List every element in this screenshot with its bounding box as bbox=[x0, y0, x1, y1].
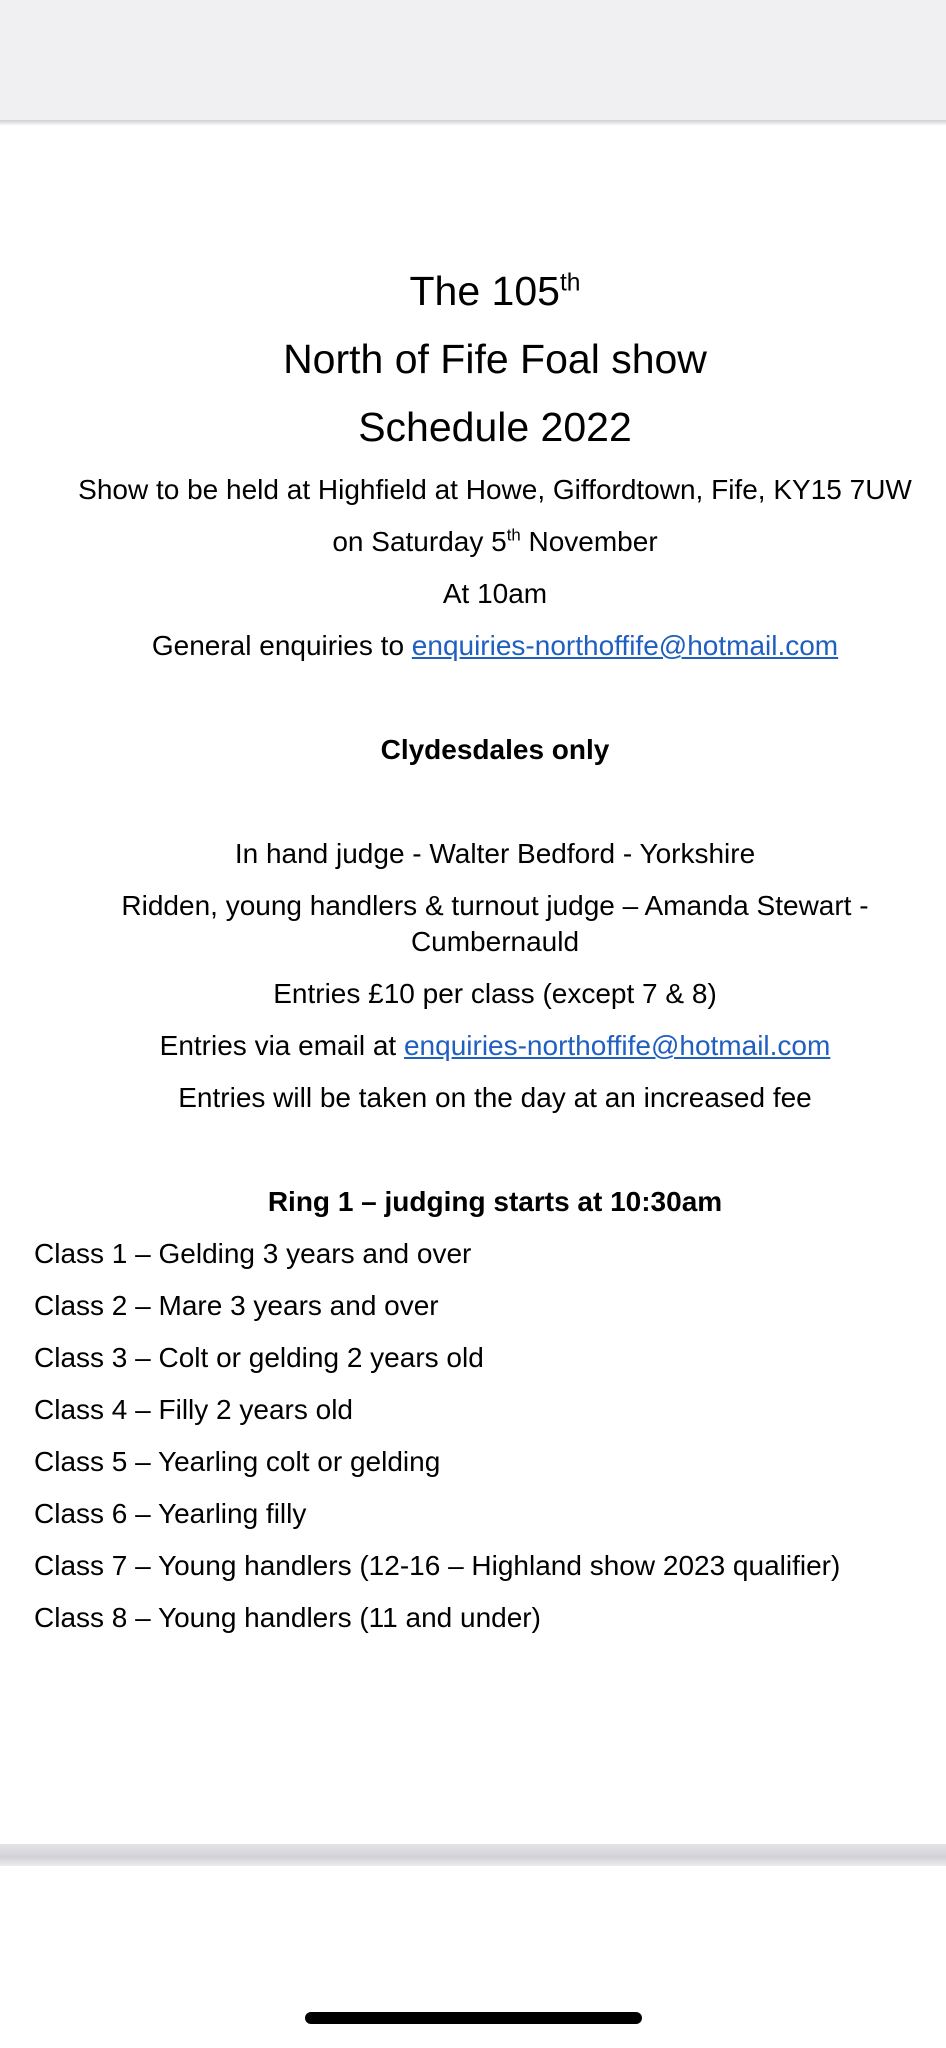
class-item: Class 1 – Gelding 3 years and over bbox=[34, 1238, 472, 1269]
document-page bbox=[0, 126, 946, 1844]
ridden-judge-line2: Cumbernauld bbox=[410, 926, 580, 957]
page-bottom-edge bbox=[0, 1844, 946, 1866]
title-schedule: Schedule 2022 bbox=[358, 404, 632, 450]
class-item: Class 5 – Yearling colt or gelding bbox=[34, 1446, 441, 1477]
ring-heading: Ring 1 – judging starts at 10:30am bbox=[267, 1186, 723, 1217]
venue-text: Show to be held at Highfield at Howe, Giffordtown, Fife, KY15 7UW bbox=[78, 474, 912, 505]
title-edition bbox=[0, 268, 946, 315]
class-item: Class 4 – Filly 2 years old bbox=[34, 1394, 354, 1425]
title-edition-text: The 105 bbox=[409, 268, 560, 314]
date-superscript: th bbox=[506, 525, 521, 545]
class-item: Class 7 – Young handlers (12-16 – Highland show 2023 qualifier) bbox=[34, 1550, 841, 1581]
viewer-top-bar bbox=[0, 0, 946, 120]
date-suffix: November bbox=[520, 526, 658, 557]
date-prefix: on Saturday 5 bbox=[332, 526, 507, 557]
entries-fee: Entries £10 per class (except 7 & 8) bbox=[273, 978, 717, 1009]
entries-email bbox=[0, 1030, 946, 1062]
ridden-judge-line1: Ridden, young handlers & turnout judge – Amanda Stewart - bbox=[121, 890, 869, 921]
in-hand-judge: In hand judge - Walter Bedford - Yorkshire bbox=[234, 838, 756, 869]
date-text bbox=[0, 526, 946, 558]
class-item: Class 6 – Yearling filly bbox=[34, 1498, 307, 1529]
class-item: Class 3 – Colt or gelding 2 years old bbox=[34, 1342, 484, 1373]
time-text: At 10am bbox=[442, 578, 548, 609]
class-item: Class 8 – Young handlers (11 and under) bbox=[34, 1602, 541, 1633]
breed-heading: Clydesdales only bbox=[380, 734, 610, 765]
enquiries-email-link[interactable]: enquiries-northoffife@hotmail.com bbox=[411, 630, 839, 661]
title-show-name: North of Fife Foal show bbox=[283, 336, 707, 382]
class-item: Class 2 – Mare 3 years and over bbox=[34, 1290, 439, 1321]
entries-email-link[interactable]: enquiries-northoffife@hotmail.com bbox=[403, 1030, 831, 1061]
title-edition-superscript: th bbox=[559, 269, 581, 297]
general-enquiries bbox=[0, 630, 946, 662]
entries-email-label: Entries via email at bbox=[159, 1030, 404, 1061]
entries-on-the-day: Entries will be taken on the day at an increased fee bbox=[178, 1082, 812, 1113]
home-indicator[interactable] bbox=[305, 2012, 642, 2024]
enquiries-label: General enquiries to bbox=[151, 630, 412, 661]
